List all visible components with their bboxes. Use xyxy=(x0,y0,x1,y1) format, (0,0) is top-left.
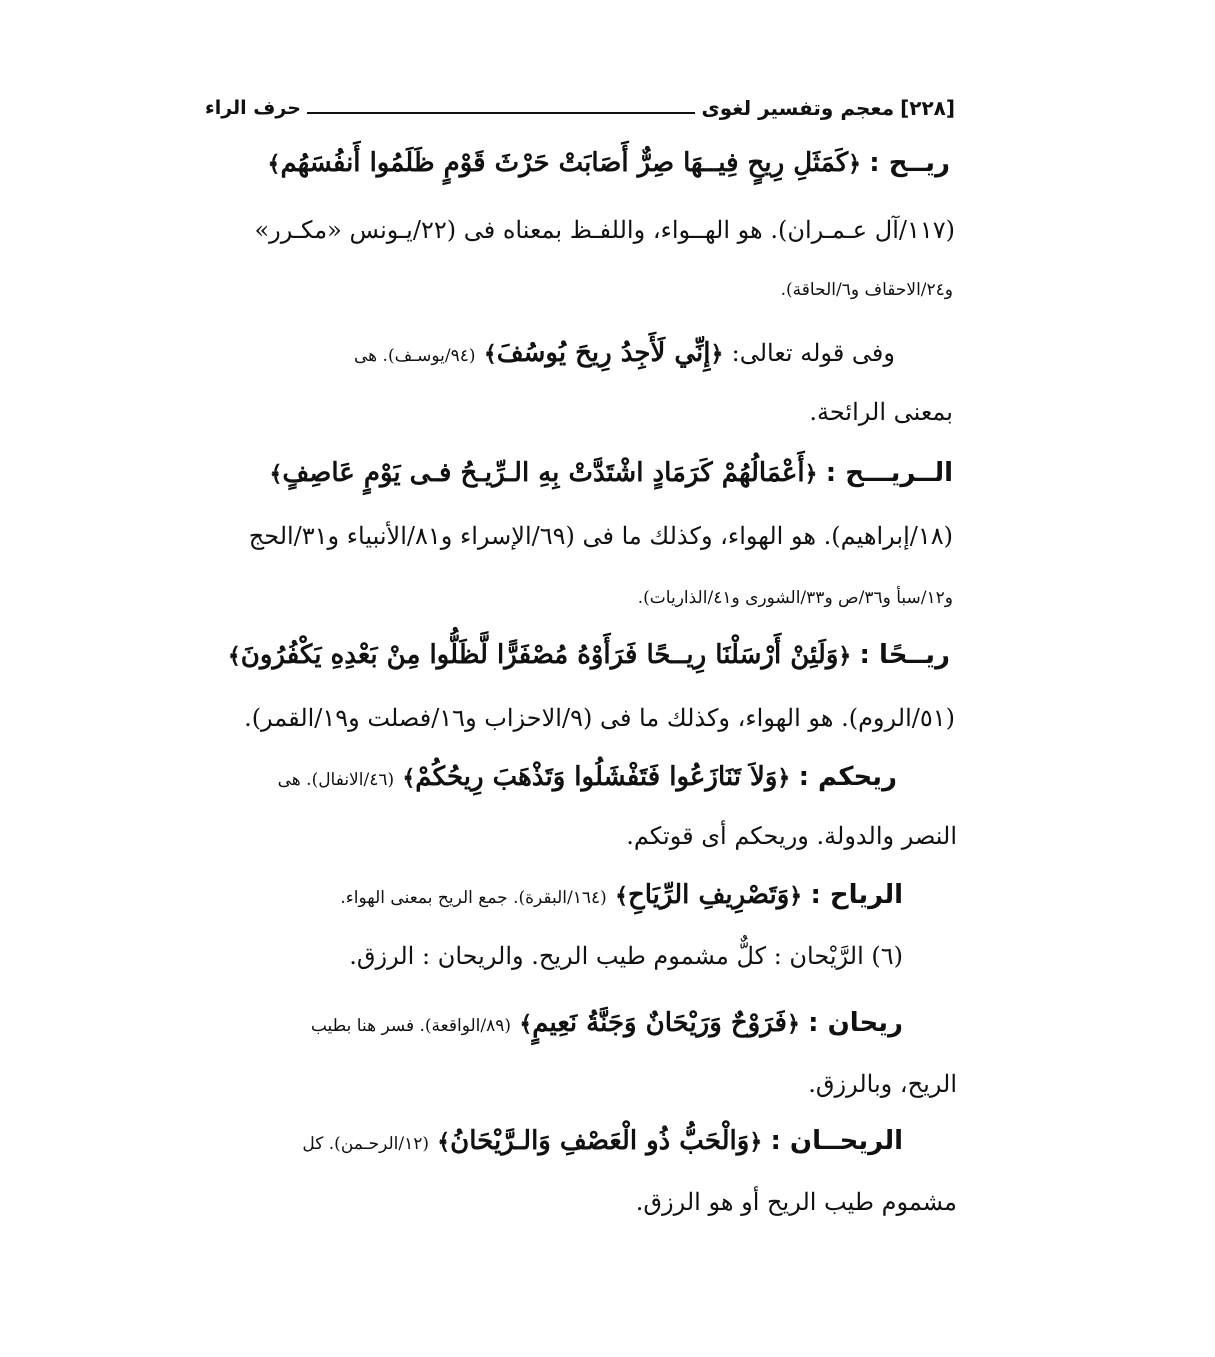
quran-close-bracket: ﴾ xyxy=(269,462,283,487)
header-rule xyxy=(307,112,696,114)
entry-line: مشموم طيب الريح أو هو الرزق. xyxy=(635,1188,957,1216)
book-title: معجم وتفسير لغوى xyxy=(701,96,895,120)
page-header xyxy=(205,88,955,128)
entry-headword: ريــحًا : xyxy=(859,640,950,670)
quran-close-bracket: ﴾ xyxy=(227,644,241,669)
quran-open-bracket: ﴿ xyxy=(848,152,862,177)
quran-close-bracket: ﴾ xyxy=(615,884,628,909)
quran-close-bracket: ﴾ xyxy=(483,342,497,367)
entry-line: و١٢/سبأ و٣٦/ص و٣٣/الشورى و٤١/الذاريات). xyxy=(637,588,953,608)
section-title: حرف الراء xyxy=(205,97,301,119)
entry-line: (١١٧/آل عـمـران). هو الهــواء، واللفـظ بمعناه فى (٢٢/يـونس «مكـرر» xyxy=(254,216,955,244)
entry-line: النصر والدولة. وريحكم أى قوتكم. xyxy=(626,822,957,850)
quran-open-bracket: ﴿ xyxy=(789,884,803,909)
entry-headword: ريحان : xyxy=(808,1008,903,1038)
quran-verse: إِنِّي لَأَجِدُ رِيحَ يُوسُفَ xyxy=(496,338,711,368)
entry-line xyxy=(311,1008,903,1038)
quran-open-bracket: ﴿ xyxy=(786,1012,800,1037)
quran-verse: وَتَصْرِيفِ الرِّيَاحِ xyxy=(627,880,790,910)
entry-line: بمعنى الرائحة. xyxy=(809,398,953,426)
entry-headword: الرياح : xyxy=(810,880,903,910)
quran-verse: وَلَئِنْ أَرْسَلْنَا رِيــحًا فَرَأَوْهُ مُصْفَرًّا لَّظَلُّوا مِنْ بَعْدِهِ يَكْفُرُونَ xyxy=(240,640,839,670)
entry-line: (١٨/إبراهيم). هو الهواء، وكذلك ما فى (٦٩/الإسراء و٨١/الأنبياء و٣١/الحج xyxy=(248,522,953,550)
verse-reference: (١٢/الرحـمن). كل xyxy=(302,1134,429,1154)
entry-headword: الريحــان : xyxy=(770,1126,903,1156)
quran-close-bracket: ﴾ xyxy=(402,766,416,791)
quran-verse: كَمَثَلِ رِيحٍ فِيــهَا صِرٌّ أَصَابَتْ حَرْثَ قَوْمٍ ظَلَمُوا أَنفُسَهُم xyxy=(280,148,849,178)
verse-reference: (٨٩/الواقعة). فسر هنا بطيب xyxy=(310,1016,512,1036)
entry-line: و٢٤/الاحقاف و٦/الحاقة). xyxy=(780,280,953,300)
verse-reference: (٩٤/يوسـف). هى xyxy=(354,346,476,366)
entry-line xyxy=(302,1126,903,1156)
entry-headword: ريحكم : xyxy=(798,762,897,792)
entry-line xyxy=(278,762,897,792)
lead-text: وفى قوله تعالى: xyxy=(731,339,895,367)
quran-open-bracket: ﴿ xyxy=(804,462,818,487)
quran-close-bracket: ﴾ xyxy=(519,1012,533,1037)
quran-open-bracket: ﴿ xyxy=(838,644,852,669)
quran-open-bracket: ﴿ xyxy=(777,766,791,791)
verse-reference: (١٦٤/البقرة). جمع الريح بمعنى الهواء. xyxy=(340,888,607,908)
entry-line xyxy=(268,148,950,178)
quran-verse: أَعْمَالُهُمْ كَرَمَادٍ اشْتَدَّتْ بِهِ الـرِّيـحُ فـى يَوْمٍ عَاصِفٍ xyxy=(282,458,805,488)
entry-line: (٥١/الروم). هو الهواء، وكذلك ما فى (٩/الاحزاب و١٦/فصلت و١٩/القمر). xyxy=(244,704,955,732)
quran-verse: وَالْحَبُّ ذُو الْعَصْفِ وَالـرَّيْحَانُ xyxy=(450,1126,750,1156)
quran-close-bracket: ﴾ xyxy=(437,1130,451,1155)
quran-close-bracket: ﴾ xyxy=(267,152,281,177)
entry-line xyxy=(269,458,953,488)
quran-verse: وَلاَ تَنَازَعُوا فَتَفْشَلُوا وَتَذْهَبَ رِيحُكُمْ xyxy=(415,762,778,792)
entry-headword: الــريـــح : xyxy=(825,458,953,488)
entry-line: (٦) الرَّيْحان : كلٌّ مشموم طيب الريح. والريحان : الرزق. xyxy=(349,942,903,970)
entry-line xyxy=(228,640,950,670)
quran-open-bracket: ﴿ xyxy=(710,342,724,367)
entry-line: الريح، وبالرزق. xyxy=(808,1070,957,1098)
entry-line xyxy=(354,338,895,368)
verse-reference: (٤٦/الانفال). هى xyxy=(277,770,395,790)
page-number: [٢٢٨] xyxy=(900,96,955,120)
quran-open-bracket: ﴿ xyxy=(749,1130,763,1155)
quran-verse: فَرَوْحٌ وَرَيْحَانٌ وَجَنَّةُ نَعِيمٍ xyxy=(532,1008,787,1038)
entry-headword: ريــح : xyxy=(869,148,950,178)
entry-line xyxy=(340,880,903,910)
